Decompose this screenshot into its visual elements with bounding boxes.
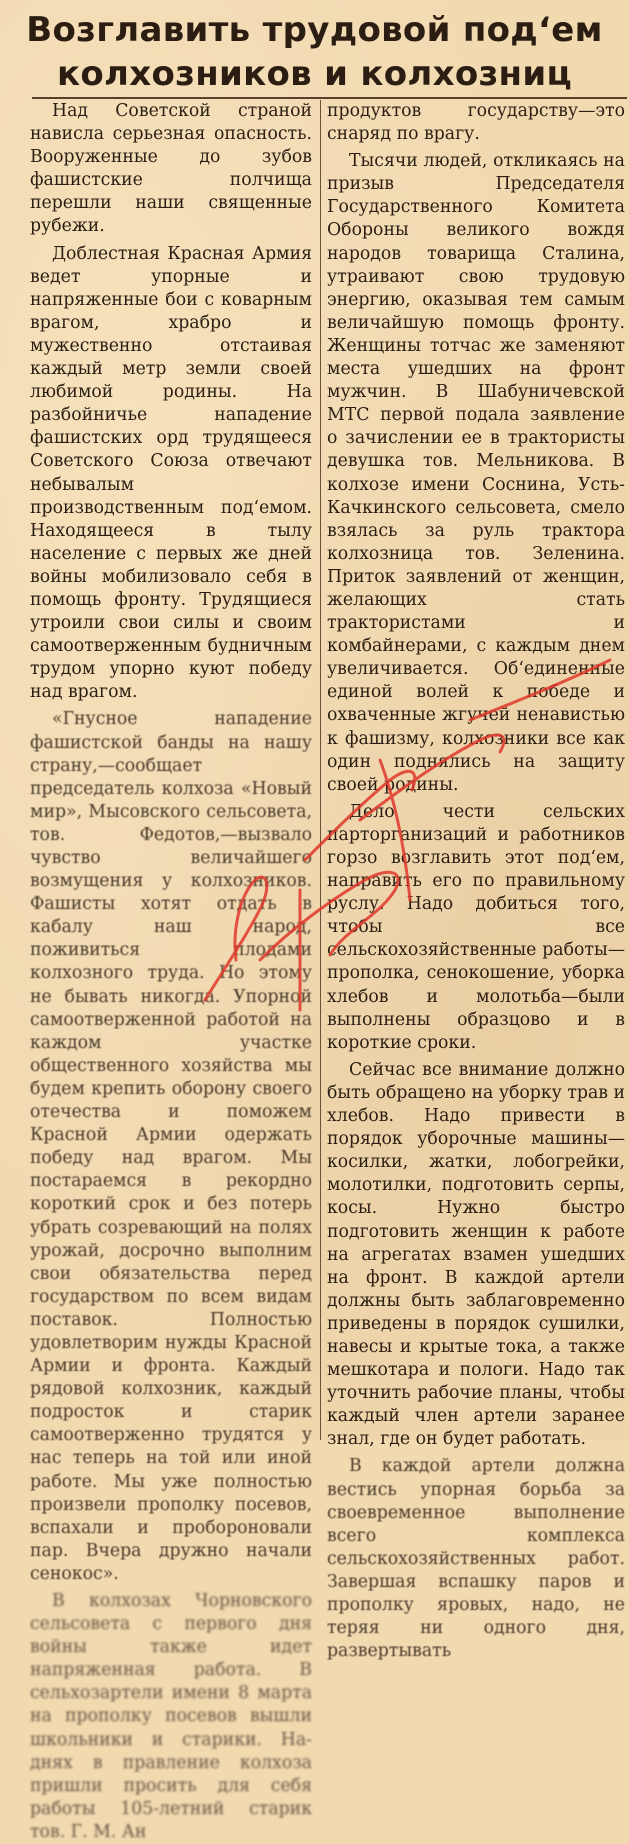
left-paragraph-4: В колхозах Чорновского сельсовета с первого дня войны также идет напряженная работа. В сельхозартели имени 8 марта на прополку посевов вышли школьники и старики. На-днях в правление колхоза пришли просить для себя работы 105-летний старик тов. Г. М. Ан	[30, 1591, 312, 1842]
headline-line-2: колхозников и колхозниц	[57, 54, 572, 94]
right-paragraph-5: В каждой артели должна вестись упорная борьба за своевременное выполнение всего комплекса сельскохозяйственных работ. Завершая вспашку паров и прополку яровых, надо, не теряя ни одного дня, развертывать	[327, 1456, 625, 1662]
left-paragraph-2: Доблестная Красная Армия ведет упорные и напряженные бои с коварным врагом, храбро и мужественно отстаивая каждый метр земли своей любимой родины. На разбойничье нападение фашистских орд трудящееся Советского Союза отвечают небывалым производственным под‘емом. Находящееся в тылу население с первых же дней войны мобилизовало себя в помощь фронту. Трудящиеся утроили свои силы и своим самоотверженным будничным трудом упорно куют победу над врагом.	[30, 243, 312, 703]
left-paragraph-3: «Гнусное нападение фашистской банды на нашу страну,—сообщает председатель колхоза «Новый мир», Мысовского сельсовета, тов. Федотов,—вызвало чувство величайшего возмущения у колхозников. Фашисты хотят отдать в кабалу наш народ, поживиться плодами колхозного труда. Но этому не бывать никогда. Упорной самоотверженной работой на каждом участке общественного хозяйства мы будем крепить оборону своего отечества и поможем Красной Армии одержать победу над врагом. Мы постараемся в рекордно короткий срок и без потерь убрать созревающий на полях урожай, досрочно выполним свои обязательства перед государством по всем видам поставок. Полностью удовлетворим нужды Красной Армии и фронта. Каждый рядовой колхозник, каждый подросток и старик самоотверженно трудятся у нас теперь на той или иной работе. Мы уже полностью произвели прополку посевов, вспахали и пробороновали пар. Вчера дружно начали сенокос».	[30, 709, 312, 1584]
column-divider	[320, 100, 321, 1440]
left-paragraph-1: Над Советской страной нависла серьезная опасность. Вооруженные до зубов фашистские полчища перешли наши священные рубежи.	[30, 101, 312, 237]
right-paragraph-1: продуктов государству—это снаряд по врагу.	[327, 101, 625, 145]
right-paragraph-3: Дело чести сельских парторганизаций и работников горзо возглавить этот под‘ем, направить его по правильному руслу. Надо добиться того, чтобы все сельскохозяйственные работы—прополка, сенокошение, уборка хлебов и молотьба—были выполнены образцово и в короткие сроки.	[327, 801, 625, 1053]
right-paragraph-2: Тысячи людей, откликаясь на призыв Председателя Государственного Комитета Обороны великого вождя народов товарища Сталина, утраивают свою трудовую энергию, оказывая тем самым величайшую помощь фронту. Женщины тотчас же заменяют места ушедших на фронт мужчин. В Шабуничевской МТС первой подала заявление о зачислении ее в трактористы девушка тов. Мельникова. В колхозе имени Соснина, Усть-Качкинского сельсовета, смело взялась за руль трактора колхозница тов. Зеленина. Приток заявлений от женщин, желающих стать трактористами и комбайнерами, с каждым днем увеличивается. Об‘единенные единой волей к победе и охваченные жгучей ненавистью к фашизму, колхозники все как один поднялись на защиту своей родины.	[327, 151, 625, 795]
right-paragraph-4: Сейчас все внимание должно быть обращено на уборку трав и хлебов. Надо привести в порядок уборочные машины—косилки, жатки, лобогрейки, молотилки, подготовить серпы, косы. Нужно быстро подготовить женщин к работе на агрегатах взамен ушедших на фронт. В каждой артели должны быть заблаговременно приведены в порядок сушилки, навесы и крытые тока, а также мешкотара и пологи. Надо так уточнить рабочие планы, чтобы каждый член артели заранее знал, где он будет работать.	[327, 1059, 625, 1450]
left-column	[30, 100, 312, 1842]
headline	[0, 8, 629, 96]
headline-line-1: Возглавить трудовой под‘ем	[26, 10, 603, 50]
headline-rule	[32, 97, 627, 99]
right-column	[327, 100, 625, 1662]
